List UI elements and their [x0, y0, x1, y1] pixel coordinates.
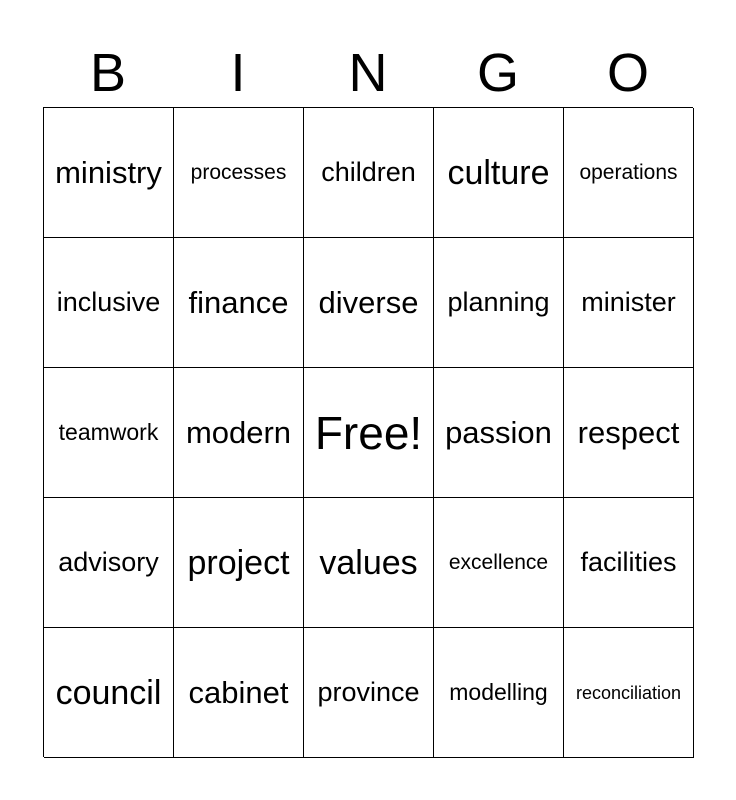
- bingo-cell[interactable]: [564, 368, 694, 498]
- bingo-cell[interactable]: [174, 108, 304, 238]
- bingo-cell[interactable]: [564, 498, 694, 628]
- bingo-cell[interactable]: [44, 628, 174, 758]
- cell-label: advisory: [58, 547, 159, 577]
- bingo-cell[interactable]: [434, 108, 564, 238]
- bingo-cell[interactable]: [44, 498, 174, 628]
- free-space-cell[interactable]: [304, 368, 434, 498]
- header-letter-i: I: [230, 43, 246, 103]
- bingo-cell[interactable]: [44, 238, 174, 368]
- bingo-cell[interactable]: [434, 368, 564, 498]
- header-letter-b: B: [89, 43, 127, 103]
- cell-label: planning: [447, 287, 550, 317]
- free-space-label: Free!: [314, 406, 423, 459]
- header-letter-g: G: [476, 43, 519, 103]
- cell-label: processes: [190, 161, 287, 184]
- bingo-cell[interactable]: [174, 628, 304, 758]
- cell-label: passion: [445, 415, 552, 450]
- cell-label: teamwork: [58, 419, 159, 445]
- cell-label: modelling: [449, 679, 548, 705]
- cell-label: project: [187, 543, 290, 582]
- bingo-cell[interactable]: [564, 628, 694, 758]
- header-letter-o: O: [606, 43, 649, 103]
- bingo-cell[interactable]: [564, 108, 694, 238]
- cell-label: operations: [579, 161, 678, 184]
- cell-label: respect: [577, 415, 680, 450]
- bingo-cell[interactable]: [304, 238, 434, 368]
- bingo-cell[interactable]: [44, 108, 174, 238]
- bingo-cell[interactable]: [434, 238, 564, 368]
- bingo-cell[interactable]: [434, 498, 564, 628]
- bingo-cell[interactable]: [434, 628, 564, 758]
- bingo-cell[interactable]: [44, 368, 174, 498]
- bingo-cell[interactable]: [304, 628, 434, 758]
- bingo-header: [43, 40, 693, 106]
- header-letter-n: N: [348, 43, 388, 103]
- bingo-cell[interactable]: [304, 108, 434, 238]
- bingo-cell[interactable]: [174, 498, 304, 628]
- cell-label: minister: [581, 287, 676, 317]
- bingo-cell[interactable]: [174, 368, 304, 498]
- cell-label: excellence: [448, 551, 549, 574]
- bingo-cell[interactable]: [564, 238, 694, 368]
- bingo-cell[interactable]: [174, 238, 304, 368]
- cell-label: values: [319, 543, 418, 582]
- cell-label: culture: [447, 153, 550, 192]
- cell-label: diverse: [318, 285, 419, 320]
- cell-label: province: [317, 677, 420, 707]
- bingo-cell[interactable]: [304, 498, 434, 628]
- cell-label: council: [55, 673, 162, 712]
- cell-label: children: [321, 157, 416, 187]
- bingo-board: [43, 107, 693, 757]
- cell-label: ministry: [55, 155, 162, 190]
- cell-label: cabinet: [188, 675, 289, 710]
- cell-label: inclusive: [56, 287, 161, 317]
- cell-label: modern: [185, 415, 292, 450]
- cell-label: facilities: [580, 547, 677, 577]
- cell-label: finance: [188, 285, 289, 320]
- cell-label: reconciliation: [575, 682, 682, 703]
